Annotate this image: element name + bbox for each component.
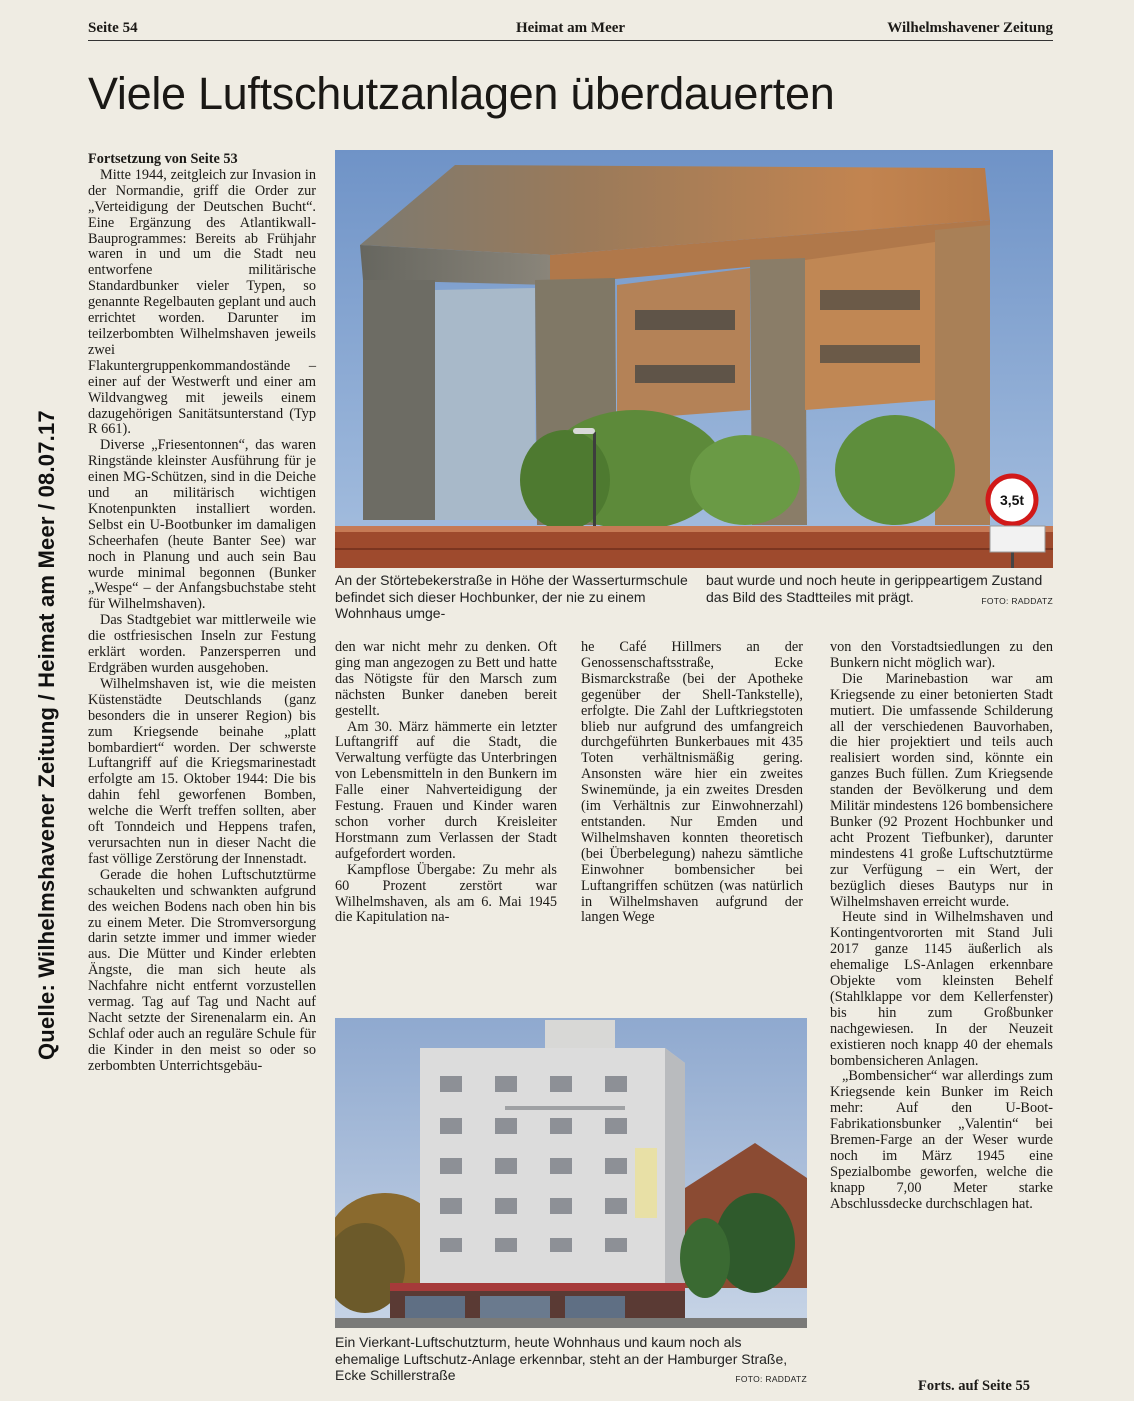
paragraph: Das Stadtgebiet war mittlerweile wie die ostfriesischen Inseln zur Festung erklärt worden. Panzersperren und Erdgräben wurden ausgehoben.: [88, 612, 316, 676]
weight-limit-sign: 3,5t: [999, 492, 1025, 508]
page-number: Seite 54: [88, 20, 138, 36]
source-label: [0, 0, 60, 1401]
paragraph: Gerade die hohen Luftschutztürme schaukelten und schwankten aufgrund des weichen Bodens nach oben hin bis zu einem Meter. Die Stromversorgung darin setzte immer und immer wieder aus. Die Mütter und Kinder erlebten Ängste, die man sich heute als Nachfahre nicht entfernt vorzustellen vermag. Tag auf Tag und Nacht auf Nacht setzte der Sirenenalarm ein. An Schlaf oder auch an reguläre Schule für die Kinder in den meist so oder so zerbombten Unterrichtsgebäu-: [88, 866, 316, 1074]
source-label-text: Quelle: Wilhelmshavener Zeitung / Heimat am Meer / 08.07.17: [34, 410, 59, 1060]
paragraph: Kampflose Übergabe: Zu mehr als 60 Prozent zerstört war Wilhelmshaven, als am 6. Mai 1945 die Kapitulation na-: [335, 861, 557, 926]
paragraph: den war nicht mehr zu denken. Oft ging man angezogen zu Bett und hatte das Nötigste für den Marsch zum nächsten Bunker daneben bereit gestellt.: [335, 639, 557, 719]
photo-credit: FOTO: RADDATZ: [735, 1374, 807, 1384]
paragraph: „Bombensicher“ war allerdings zum Kriegsende kein Bunker im Reich mehr: Auf den U-Boot-Fabrikationsbunker „Valentin“ bei Bremen-Farge an der Weser wurde noch im März 1945 eine Spezialbombe geworfen, welche die knapp 7,00 Meter starke Abschlussdecke durchschlagen hat.: [830, 1068, 1053, 1212]
paragraph: Wilhelmshaven ist, wie die meisten Küstenstädte Deutschlands (ganz besonders die in unserer Region) bis zum Kriegsende beinahe „platt bombardiert“ worden. Der schwerste Luftangriff auf die Kriegsmarinestadt erfolgte am 15. Oktober 1944: Die bis dahin fehl geworfenen Bomben, welche die Werft treffen sollten, aber oft Tonndeich und Heppens trafen, verursachten nun in dieser Nacht die fast völlige Zerstörung der Innenstadt.: [88, 675, 316, 867]
caption-text: baut wurde und noch heute in gerippeartigem Zustand das Bild des Stadtteiles mit prägt.: [706, 572, 1043, 605]
section-name: Heimat am Meer: [515, 20, 626, 36]
article-column-4: [830, 640, 1053, 1213]
photo2-caption: [335, 1334, 807, 1388]
article-column-3: [581, 640, 803, 926]
photo-credit: FOTO: RADDATZ: [981, 595, 1053, 606]
photo-luftschutzturm: [335, 1018, 807, 1328]
photo-hochbunker: [335, 150, 1053, 568]
page-header: [88, 18, 1053, 41]
paragraph: von den Vorstadtsiedlungen zu den Bunkern nicht möglich war).: [830, 639, 1053, 671]
paragraph: he Café Hillmers an der Genossenschaftsstraße, Ecke Bismarckstraße (bei der Apotheke gegenüber der Shell-Tankstelle), erfolgte. Die Zahl der Luftkriegstoten blieb nur aufgrund des umfangreich durchgeführten Bunkerbaues mit 435 Toten verhältnismäßig gering. Ansonsten wäre hier ein zweites Swinemünde, ja ein zweites Dresden (im Verhältnis zur Einwohnerzahl) entstanden. Nur Emden und Wilhelmshaven konnten theoretisch (bei Überbelegung) nahezu sämtliche Einwohner bombensicher bei Luftangriffen schützen (was natürlich in Wilhelmshaven aufgrund der langen Wege: [581, 639, 803, 926]
paragraph: Am 30. März hämmerte ein letzter Luftangriff auf die Stadt, die Verwaltung verfügte das Unterbringen von Lebensmitteln in den Bunkern im Falle einer Nahverteidigung der Festung. Frauen und Kinder waren schon vorher durch Kreisleiter Horstmann zum Verlassen der Stadt aufgefordert worden.: [335, 718, 557, 862]
paragraph: Diverse „Friesentonnen“, das waren Ringstände kleinster Ausführung für je einen MG-Schützen, sind in die Deiche und an militärisch wichtigen Knotenpunkten installiert worden. Selbst ein U-Bootbunker im damaligen Scheerhafen (heute Banter See) war noch in Planung und auch sein Bau wurde minimal begonnen (Bunker „Wespe“ – der Anfangsbuchstabe steht für Wilhelmshaven).: [88, 437, 316, 613]
paragraph: [88, 152, 316, 438]
photo1-caption-right: [706, 572, 1053, 609]
paragraph: Heute sind in Wilhelmshaven und Kontingentvororten mit Stand Juli 2017 ganze 1145 äußerlich als ehemalige LS-Anlagen erkennbare Objekte vom kleinsten Behelf (Stahlklappe vor dem Kellerfenster) bis hin zum Großbunker nachgewiesen. In der Neuzeit existieren noch knapp 40 der ehemals bombensicheren Anlagen.: [830, 909, 1053, 1069]
headline: Viele Luftschutzanlagen überdauerten: [88, 68, 835, 119]
paragraph-text: Mitte 1944, zeitgleich zur Invasion in der Normandie, griff die Order zur „Verteidigung der Deutschen Bucht“. Eine Ergänzung des Atlantikwall-Bauprogrammes: Bereits ab Frühjahr waren in und um die Stadt neu entworfene militärische Standardbunker vieler Typen, so genannte Regelbauten geplant und auch errichtet worden. Darunter im teilzerbombten Wilhelmshaven jeweils zwei Flakuntergruppenkommandostände – einer auf der Westwerft und einer am Wildvangweg mit jeweils einem dazugehörigen Sanitätsunterstand (Typ R 661).: [88, 166, 316, 438]
bunker-image: [335, 150, 1053, 568]
article-column-1: [88, 152, 316, 1075]
tower-image: [335, 1018, 807, 1328]
paper-name: Wilhelmshavener Zeitung: [887, 20, 1053, 36]
article-column-2: [335, 640, 557, 926]
paragraph: Die Marinebastion war am Kriegsende zu einer betonierten Stadt mutiert. Die umfassende Schilderung all der verschiedenen Bauvorhaben, die hier projektiert und teils auch realisiert worden sind, könnte ein ganzes Buch füllen. Zum Kriegsende standen der Bevölkerung und dem Militär mindestens 126 bombensichere Bunker (92 Prozent Hochbunker und acht Prozent Tiefbunker), darunter mindestens 41 große Luftschutztürme zur Verfügung – ein Wert, der bezüglich dieses Bautyps nur in Wilhelmshaven erreicht wurde.: [830, 670, 1053, 910]
caption-text: Ein Vierkant-Luftschutzturm, heute Wohnhaus und kaum noch als ehemalige Luftschutz-Anlage erkennbar, steht an der Hamburger Straße, Ecke Schillerstraße: [335, 1334, 788, 1383]
continuation-lead: Fortsetzung von Seite 53: [88, 151, 238, 167]
photo1-caption-left: An der Störtebekerstraße in Höhe der Wasserturmschule befindet sich dieser Hochbunker, der nie zu einem Wohnhaus umge-: [335, 572, 688, 621]
continued-on-page: Forts. auf Seite 55: [918, 1378, 1030, 1394]
